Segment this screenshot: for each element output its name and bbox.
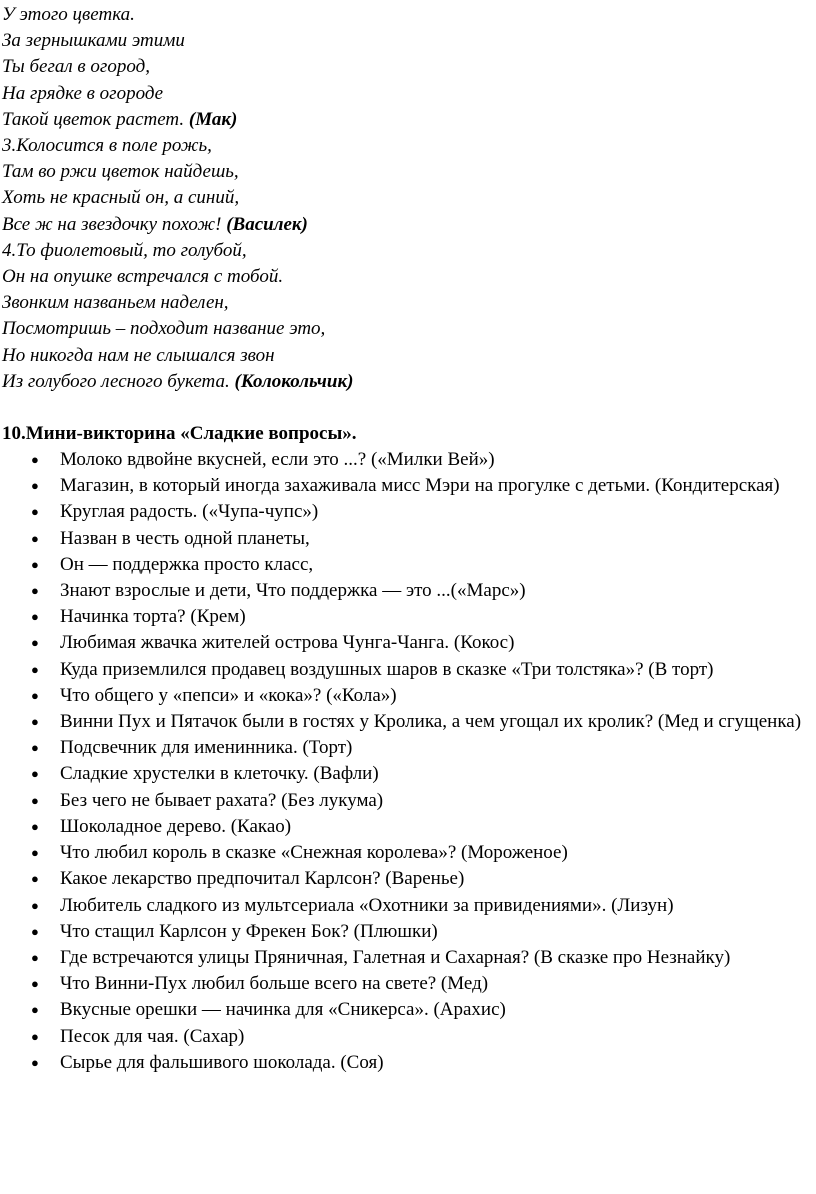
list-item: ● Круглая радость. («Чупа-чупс») (2, 499, 806, 525)
bullet-icon: ● (31, 923, 39, 939)
list-item: ● Любимая жвачка жителей острова Чунга-Чанга. (Кокос) (2, 630, 806, 656)
list-item: ● Он — поддержка просто класс, (2, 552, 806, 578)
poem-line: Ты бегал в огород, (2, 56, 150, 78)
list-item: ● Песок для чая. (Сахар) (2, 1024, 806, 1050)
bullet-icon: ● (31, 556, 39, 572)
bullet-icon: ● (31, 792, 39, 808)
bullet-icon: ● (31, 504, 39, 520)
list-item: ● Начинка торта? (Крем) (2, 604, 806, 630)
poem-line: Посмотришь – подходит название это, (2, 318, 326, 340)
poem-line: Он на опушке встречался с тобой. (2, 266, 284, 288)
poem-line: У этого цветка. (2, 4, 135, 25)
bullet-icon: ● (31, 635, 39, 651)
bullet-icon: ● (31, 452, 39, 468)
list-item: ● Где встречаются улицы Пряничная, Галетная и Сахарная? (В сказке про Незнайку) (2, 945, 806, 971)
bullet-icon: ● (31, 661, 39, 677)
poem-line: Но никогда нам не слышался звон (2, 344, 275, 366)
list-item: ● Знают взрослые и дети, Что поддержка — это ...(«Марс») (2, 578, 806, 604)
bullet-icon: ● (31, 949, 39, 965)
list-item: ● Любитель сладкого из мультсериала «Охотники за привидениями». (Лизун) (2, 893, 806, 919)
list-item: ● Магазин, в который иногда захаживала мисс Мэри на прогулке с детьми. (Кондитерская) (2, 473, 806, 499)
riddle-answer: (Василек) (226, 213, 308, 235)
bullet-icon: ● (31, 845, 39, 861)
bullet-icon: ● (31, 976, 39, 992)
bullet-icon: ● (31, 766, 39, 782)
list-item: ● Подсвечник для именинника. (Торт) (2, 735, 806, 761)
poem-line: За зернышками этими (2, 30, 185, 52)
list-item: ● Сладкие хрустелки в клеточку. (Вафли) (2, 761, 806, 787)
list-item: ● Куда приземлился продавец воздушных шаров в сказке «Три толстяка»? (В торт) (2, 657, 806, 683)
poem-line: Звонким названьем наделен, (2, 292, 229, 314)
poem-line: 4.То фиолетовый, то голубой, (2, 239, 247, 261)
list-item: ● Что общего у «пепси» и «кока»? («Кола») (2, 683, 806, 709)
poem-line: 3.Колосится в поле рожь, (2, 135, 212, 157)
bullet-icon: ● (31, 740, 39, 756)
bullet-icon: ● (31, 1028, 39, 1044)
quiz-list (2, 447, 806, 1076)
bullet-icon: ● (31, 714, 39, 730)
paragraph-gap (2, 395, 806, 421)
list-item: ● Вкусные орешки — начинка для «Сникерса». (Арахис) (2, 997, 806, 1023)
bullet-icon: ● (31, 530, 39, 546)
poem-line: Хоть не красный он, а синий, (2, 187, 240, 209)
list-item: ● Винни Пух и Пятачок были в гостях у Кролика, а чем угощал их кролик? (Мед и сгущенка) (2, 709, 806, 735)
bullet-icon: ● (31, 818, 39, 834)
bullet-icon: ● (31, 1002, 39, 1018)
riddle-answer: (Мак) (188, 108, 238, 130)
poem-line: Там во ржи цветок найдешь, (2, 161, 239, 183)
bullet-icon: ● (31, 609, 39, 625)
poem-line: На грядке в огороде (2, 82, 164, 104)
bullet-icon: ● (31, 687, 39, 703)
list-item: ● Шоколадное дерево. (Какао) (2, 814, 806, 840)
list-item: ● Какое лекарство предпочитал Карлсон? (Варенье) (2, 866, 806, 892)
bullet-icon: ● (31, 1054, 39, 1070)
quiz-heading: 10.Мини-викторина «Сладкие вопросы». (2, 423, 357, 445)
list-item: ● Что стащил Карлсон у Фрекен Бок? (Плюшки) (2, 919, 806, 945)
poem-line: Все ж на звездочку похож! (Василек) (2, 213, 308, 235)
riddle-poem (2, 2, 806, 395)
bullet-icon: ● (31, 478, 39, 494)
riddle-answer: (Колокольчик) (234, 370, 354, 392)
poem-line: Такой цветок растет. (Мак) (2, 108, 238, 130)
bullet-icon: ● (31, 583, 39, 599)
list-item: ● Назван в честь одной планеты, (2, 526, 806, 552)
list-item: ● Молоко вдвойне вкусней, если это ...? («Милки Вей») (2, 447, 806, 473)
bullet-icon: ● (31, 871, 39, 887)
list-item: ● Что Винни-Пух любил больше всего на свете? (Мед) (2, 971, 806, 997)
list-item: ● Без чего не бывает рахата? (Без лукума) (2, 788, 806, 814)
bullet-icon: ● (31, 897, 39, 913)
list-item: ● Сырье для фальшивого шоколада. (Соя) (2, 1050, 806, 1076)
poem-line: Из голубого лесного букета. (Колокольчик) (2, 370, 354, 392)
list-item: ● Что любил король в сказке «Снежная королева»? (Мороженое) (2, 840, 806, 866)
